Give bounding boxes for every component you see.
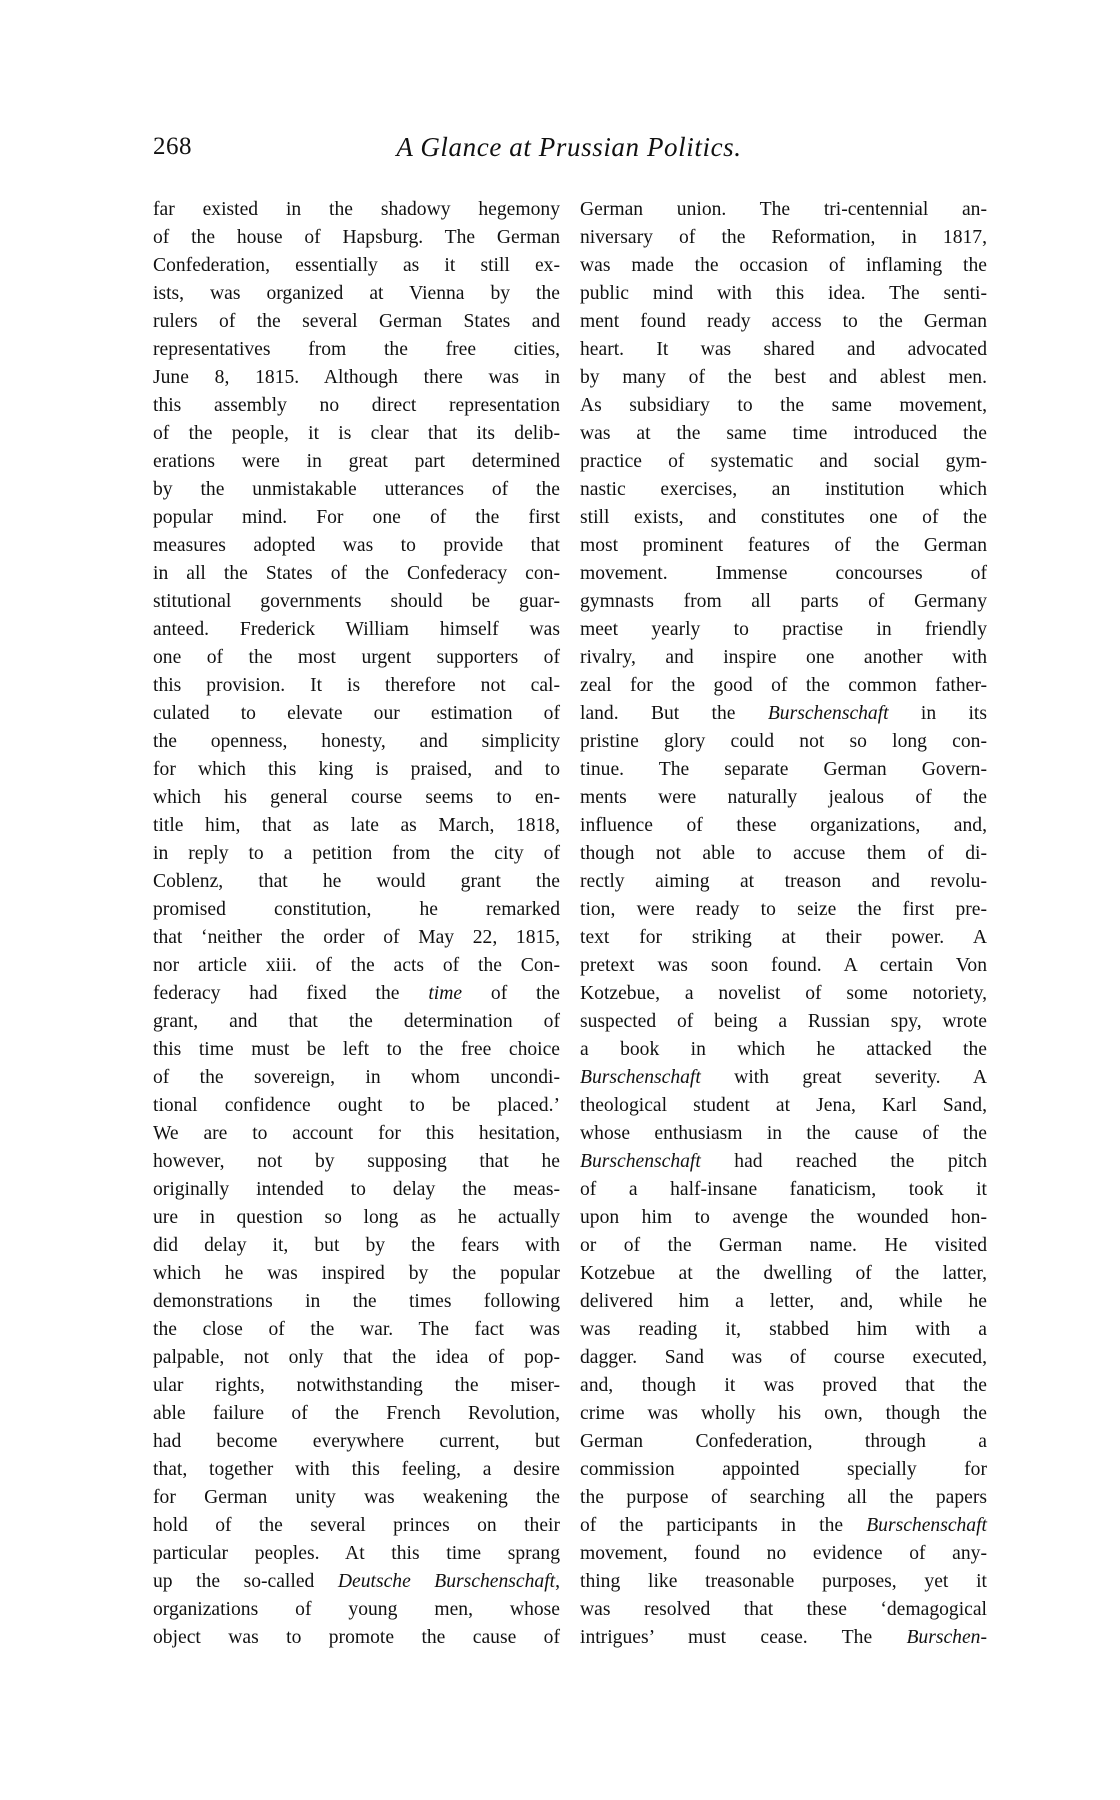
text-line: nor article xiii. of the acts of the Con-: [153, 955, 560, 976]
text-line: rivalry, and inspire one another with: [580, 647, 987, 668]
text-line: Coblenz, that he would grant the: [153, 871, 560, 892]
text-line: crime was wholly his own, though the: [580, 1403, 987, 1424]
text-line: text for striking at their power. A: [580, 927, 987, 948]
text-line: was at the same time introduced the: [580, 423, 987, 444]
text-line: culated to elevate our estimation of: [153, 703, 560, 724]
text-line: erations were in great part determined: [153, 451, 560, 472]
italic-term: Burschenschaft: [866, 1515, 987, 1536]
running-title: A Glance at Prussian Politics.: [396, 132, 742, 162]
page-number: 268: [153, 133, 192, 160]
text-line: niversary of the Reformation, in 1817,: [580, 227, 987, 248]
text-line: ure in question so long as he actually: [153, 1207, 560, 1228]
text-line: far existed in the shadowy hegemony: [153, 199, 560, 220]
text-line: though not able to accuse them of di-: [580, 843, 987, 864]
text-line: which he was inspired by the popular: [153, 1263, 560, 1284]
text-line: As subsidiary to the same movement,: [580, 395, 987, 416]
text-line: able failure of the French Revolution,: [153, 1403, 560, 1424]
text-line: a book in which he attacked the: [580, 1039, 987, 1060]
text-line: tional confidence ought to be placed.’: [153, 1095, 560, 1116]
text-line: by the unmistakable utterances of the: [153, 479, 560, 500]
text-line: this assembly no direct representation: [153, 395, 560, 416]
text-line: dagger. Sand was of course executed,: [580, 1347, 987, 1368]
text-line: suspected of being a Russian spy, wrote: [580, 1011, 987, 1032]
right-column: [580, 196, 987, 1652]
text-line: meet yearly to practise in friendly: [580, 619, 987, 640]
text-line: the close of the war. The fact was: [153, 1319, 560, 1340]
text-line: delivered him a letter, and, while he: [580, 1291, 987, 1312]
text-line: We are to account for this hesitation,: [153, 1123, 560, 1144]
text-line: and, though it was proved that the: [580, 1375, 987, 1396]
text-line: Burschenschaft had reached the pitch: [580, 1151, 987, 1172]
text-line: one of the most urgent supporters of: [153, 647, 560, 668]
italic-term: Deutsche Burschenschaft: [337, 1571, 556, 1592]
text-line: ists, was organized at Vienna by the: [153, 283, 560, 304]
text-line: however, not by supposing that he: [153, 1151, 560, 1172]
text-line: stitutional governments should be guar-: [153, 591, 560, 612]
text-line: theological student at Jena, Karl Sand,: [580, 1095, 987, 1116]
text-line: organizations of young men, whose: [153, 1599, 560, 1620]
text-line: up the so-called Deutsche Burschenschaft,: [153, 1571, 561, 1592]
text-line: whose enthusiasm in the cause of the: [580, 1123, 987, 1144]
text-line: thing like treasonable purposes, yet it: [580, 1571, 987, 1592]
text-line: object was to promote the cause of: [153, 1627, 560, 1648]
text-line: tion, were ready to seize the first pre-: [580, 899, 987, 920]
text-line: popular mind. For one of the first: [153, 507, 560, 528]
text-line: in all the States of the Confederacy con-: [153, 563, 560, 584]
text-line: representatives from the free cities,: [153, 339, 560, 360]
text-line: demonstrations in the times following: [153, 1291, 560, 1312]
text-line: Burschenschaft with great severity. A: [580, 1067, 987, 1088]
italic-term: Burschenschaft: [580, 1067, 701, 1088]
text-line: of a half-insane fanaticism, took it: [580, 1179, 987, 1200]
text-line: still exists, and constitutes one of the: [580, 507, 987, 528]
text-line: nastic exercises, an institution which: [580, 479, 987, 500]
text-line: in reply to a petition from the city of: [153, 843, 560, 864]
text-line: federacy had fixed the time of the: [153, 983, 560, 1004]
text-line: German union. The tri-centennial an-: [580, 199, 987, 220]
text-line: of the house of Hapsburg. The German: [153, 227, 560, 248]
italic-term: time: [428, 983, 463, 1004]
text-line: promised constitution, he remarked: [153, 899, 560, 920]
text-line: ments were naturally jealous of the: [580, 787, 987, 808]
text-line: of the sovereign, in whom uncondi-: [153, 1067, 560, 1088]
text-line: Kotzebue, a novelist of some notoriety,: [580, 983, 987, 1004]
text-line: for which this king is praised, and to: [153, 759, 560, 780]
text-line: was reading it, stabbed him with a: [580, 1319, 987, 1340]
text-line: originally intended to delay the meas-: [153, 1179, 560, 1200]
text-line: for German unity was weakening the: [153, 1487, 560, 1508]
text-line: palpable, not only that the idea of pop-: [153, 1347, 560, 1368]
text-line: heart. It was shared and advocated: [580, 339, 987, 360]
text-line: by many of the best and ablest men.: [580, 367, 987, 388]
text-line: was made the occasion of inflaming the: [580, 255, 987, 276]
text-line: June 8, 1815. Although there was in: [153, 367, 560, 388]
italic-term: Burschenschaft: [767, 703, 889, 724]
text-line: this time must be left to the free choice: [153, 1039, 560, 1060]
text-line: ment found ready access to the German: [580, 311, 987, 332]
text-line: zeal for the good of the common father-: [580, 675, 987, 696]
text-line: rulers of the several German States and: [153, 311, 560, 332]
text-line: particular peoples. At this time sprang: [153, 1543, 560, 1564]
text-line: title him, that as late as March, 1818,: [153, 815, 560, 836]
text-line: influence of these organizations, and,: [580, 815, 987, 836]
text-line: tinue. The separate German Govern-: [580, 759, 987, 780]
text-line: German Confederation, through a: [580, 1431, 987, 1452]
text-line: anteed. Frederick William himself was: [153, 619, 560, 640]
text-line: this provision. It is therefore not cal-: [153, 675, 560, 696]
text-line: gymnasts from all parts of Germany: [580, 591, 987, 612]
text-line: movement, found no evidence of any-: [580, 1543, 987, 1564]
text-line: did delay it, but by the fears with: [153, 1235, 560, 1256]
text-line: of the participants in the Burschenschaft: [580, 1515, 987, 1536]
text-line: that ‘neither the order of May 22, 1815,: [153, 927, 560, 948]
text-line: the openness, honesty, and simplicity: [153, 731, 560, 752]
text-line: of the people, it is clear that its delib-: [153, 423, 560, 444]
italic-term: Burschen-: [906, 1627, 987, 1648]
text-line: which his general course seems to en-: [153, 787, 560, 808]
text-line: land. But the Burschenschaft in its: [580, 703, 987, 724]
text-line: public mind with this idea. The senti-: [580, 283, 987, 304]
text-line: grant, and that the determination of: [153, 1011, 560, 1032]
text-line: ular rights, notwithstanding the miser-: [153, 1375, 560, 1396]
text-line: most prominent features of the German: [580, 535, 987, 556]
text-line: Confederation, essentially as it still ex-: [153, 255, 560, 276]
text-line: pristine glory could not so long con-: [580, 731, 987, 752]
italic-term: Burschenschaft: [580, 1151, 701, 1172]
text-line: was resolved that these ‘demagogical: [580, 1599, 987, 1620]
text-line: commission appointed specially for: [580, 1459, 987, 1480]
text-line: hold of the several princes on their: [153, 1515, 560, 1536]
text-line: Kotzebue at the dwelling of the latter,: [580, 1263, 987, 1284]
text-line: had become everywhere current, but: [153, 1431, 560, 1452]
text-line: practice of systematic and social gym-: [580, 451, 987, 472]
text-line: intrigues’ must cease. The Burschen-: [580, 1627, 987, 1648]
text-line: rectly aiming at treason and revolu-: [580, 871, 987, 892]
text-line: that, together with this feeling, a desire: [153, 1459, 560, 1480]
text-line: upon him to avenge the wounded hon-: [580, 1207, 987, 1228]
text-line: measures adopted was to provide that: [153, 535, 560, 556]
text-line: the purpose of searching all the papers: [580, 1487, 987, 1508]
text-line: or of the German name. He visited: [580, 1235, 987, 1256]
text-line: pretext was soon found. A certain Von: [580, 955, 987, 976]
left-column: [153, 196, 560, 1652]
running-head: [153, 130, 985, 164]
text-line: movement. Immense concourses of: [580, 563, 987, 584]
